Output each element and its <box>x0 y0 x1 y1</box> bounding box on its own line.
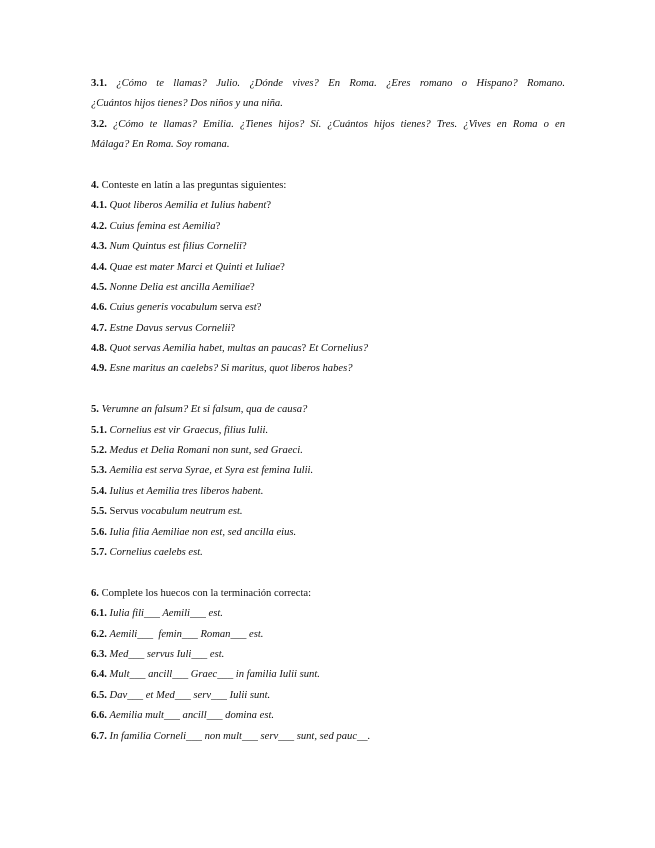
item-3-2-line-2 <box>91 135 565 155</box>
item-4-6 <box>91 298 565 318</box>
item-tail: ? <box>256 302 262 314</box>
item-4-5 <box>91 278 565 298</box>
item-tail: ? <box>266 200 272 212</box>
item-text: Quae est mater Marci et Quinti et Iuliae <box>109 261 281 273</box>
section-5-heading <box>91 400 565 420</box>
item-number: 6.1. <box>91 608 107 620</box>
section-number: 5. <box>91 404 99 416</box>
item-text: Esne maritus an caelebs? Si maritus, quot liberos habes? <box>109 363 353 375</box>
item-text: Num Quintus est filius Cornelii <box>109 241 242 253</box>
item-number: 6.7. <box>91 730 107 742</box>
item-5-7 <box>91 543 565 563</box>
item-text: Cuius generis vocabulum <box>109 302 218 314</box>
item-6-7 <box>91 727 565 747</box>
item-6-2 <box>91 625 565 645</box>
item-number: 6.2. <box>91 628 107 640</box>
item-text: ¿Cuántos hijos tienes? Dos niños y una niña. <box>91 98 283 110</box>
item-number: 6.3. <box>91 648 107 660</box>
item-number: 6.6. <box>91 710 107 722</box>
item-text: Medus et Delia Romani non sunt, sed Graeci. <box>109 445 303 457</box>
item-number: 5.4. <box>91 485 107 497</box>
item-4-1 <box>91 196 565 216</box>
item-number: 5.7. <box>91 546 107 558</box>
section-6-heading <box>91 584 565 604</box>
item-3-1-line-1 <box>91 74 565 94</box>
section-number: 4. <box>91 179 99 191</box>
item-number: 5.5. <box>91 506 107 518</box>
item-text: In familia Corneli___ non mult___ serv___ sunt, sed pauc__. <box>109 730 371 742</box>
section-number: 6. <box>91 587 99 599</box>
item-number: 4.8. <box>91 343 107 355</box>
item-tail: ? <box>301 343 309 355</box>
item-6-5 <box>91 686 565 706</box>
item-text: Cornelius est vir Graecus, filius Iulii. <box>109 424 269 436</box>
item-text: Iulia filia Aemiliae non est, sed ancilla eius. <box>109 526 297 538</box>
exercise-content <box>91 74 565 747</box>
item-text: Málaga? En Roma. Soy romana. <box>91 139 230 151</box>
item-tail: ? <box>230 322 236 334</box>
section-heading: Verumne an falsum? Et si falsum, qua de causa? <box>101 404 308 416</box>
item-text: ¿Cómo te llamas? Emilia. ¿Tienes hijos? Sí. ¿Cuántos hijos tienes? Tres. ¿Vives en Roma o en <box>112 118 565 130</box>
item-number: 5.3. <box>91 465 107 477</box>
item-text: Aemilia est serva Syrae, et Syra est femina Iulii. <box>109 465 314 477</box>
item-number: 5.2. <box>91 445 107 457</box>
item-text: est <box>244 302 257 314</box>
item-lead-word: Servus <box>109 506 139 518</box>
item-text: Et Cornelius? <box>308 343 369 355</box>
item-number: 5.1. <box>91 424 107 436</box>
item-text: Estne Davus servus Cornelii <box>109 322 231 334</box>
item-text: Iulia fili___ Aemili___ est. <box>109 608 223 620</box>
item-number: 6.5. <box>91 689 107 701</box>
item-text: Med___ servus Iuli___ est. <box>109 648 225 660</box>
item-number: 3.2. <box>91 118 107 130</box>
item-number: 4.1. <box>91 200 107 212</box>
item-text: Quot liberos Aemilia et Iulius habent <box>109 200 267 212</box>
item-4-3 <box>91 237 565 257</box>
item-6-6 <box>91 706 565 726</box>
item-5-2 <box>91 441 565 461</box>
spacer <box>91 156 565 176</box>
item-number: 4.6. <box>91 302 107 314</box>
item-number: 4.9. <box>91 363 107 375</box>
spacer <box>91 380 565 400</box>
item-5-5 <box>91 502 565 522</box>
item-text: Cuius femina est Aemilia <box>109 220 216 232</box>
section-4-heading <box>91 176 565 196</box>
item-5-6 <box>91 523 565 543</box>
item-number: 4.3. <box>91 241 107 253</box>
item-4-8 <box>91 339 565 359</box>
item-text: Quot servas Aemilia habet, multas an paucas <box>109 343 302 355</box>
item-4-7 <box>91 319 565 339</box>
item-6-3 <box>91 645 565 665</box>
section-heading: Complete los huecos con la terminación correcta: <box>101 587 312 599</box>
item-3-1-line-2 <box>91 94 565 114</box>
item-tail: ? <box>241 241 247 253</box>
item-number: 4.7. <box>91 322 107 334</box>
item-text: Aemili___ femin___ Roman___ est. <box>109 628 264 640</box>
item-6-4 <box>91 665 565 685</box>
item-text: Nonne Delia est ancilla Aemiliae <box>109 281 250 293</box>
item-4-4 <box>91 258 565 278</box>
item-tail: ? <box>215 220 221 232</box>
item-number: 5.6. <box>91 526 107 538</box>
item-text: Iulius et Aemilia tres liberos habent. <box>109 485 264 497</box>
item-tail: ? <box>250 281 255 293</box>
item-text: Mult___ ancill___ Graec___ in familia Iulii sunt. <box>109 669 320 681</box>
item-number: 6.4. <box>91 669 107 681</box>
item-number: 3.1. <box>91 78 107 89</box>
item-6-1 <box>91 604 565 624</box>
item-tail: ? <box>280 261 285 273</box>
item-3-2-line-1 <box>91 115 565 135</box>
item-text: Aemilia mult___ ancill___ domina est. <box>109 710 275 722</box>
item-4-9 <box>91 359 565 379</box>
item-text: Cornelius caelebs est. <box>109 546 203 558</box>
item-number: 4.4. <box>91 261 107 273</box>
item-text: ¿Cómo te llamas? Julio. ¿Dónde vives? En Roma. ¿Eres romano o Hispano? Romano. <box>116 78 565 89</box>
spacer <box>91 563 565 583</box>
item-4-2 <box>91 217 565 237</box>
section-heading: Conteste en latín a las preguntas siguientes: <box>101 179 287 191</box>
item-text: vocabulum neutrum est. <box>138 506 243 518</box>
item-number: 4.5. <box>91 281 107 293</box>
item-number: 4.2. <box>91 220 107 232</box>
item-text: Dav___ et Med___ serv___ Iulii sunt. <box>109 689 271 701</box>
item-5-4 <box>91 482 565 502</box>
item-text-plain: serva <box>217 302 245 314</box>
item-5-3 <box>91 461 565 481</box>
item-5-1 <box>91 421 565 441</box>
